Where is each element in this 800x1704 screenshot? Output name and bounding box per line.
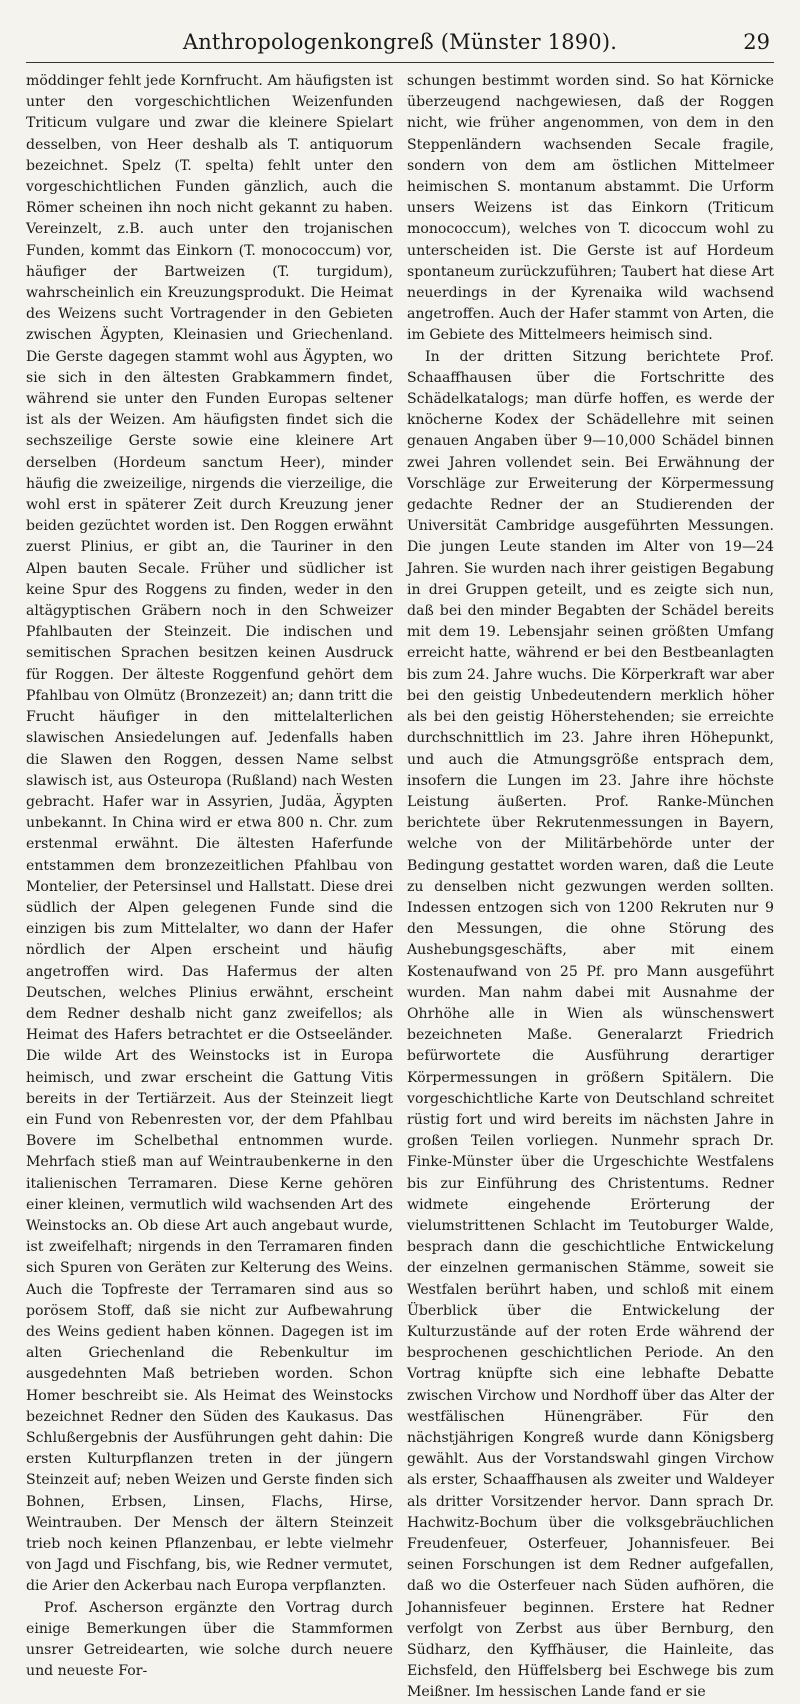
left-paragraph-1: möddinger fehlt jede Kornfrucht. Am häufigsten ist unter den vorgeschichtlichen Weizenfunden Triticum vulgare und zwar die kleinere Spielart desselben, von Heer deshalb als T. antiquorum bezeichnet. Spelz (T. spelta) fehlt unter den vorgeschichtlichen Funden gänzlich, auch die Römer scheinen ihn noch nicht gekannt zu haben. Vereinzelt, z.B. auch unter den trojanischen Funden, kommt das Einkorn (T. monococcum) vor, häufiger der Bartweizen (T. turgidum), wahrscheinlich ein Kreuzungsprodukt. Die Heimat des Weizens sucht Vortragender in den Gebieten zwischen Ägypten, Kleinasien und Griechenland. Die Gerste dagegen stammt wohl aus Ägypten, wo sie sich in den ältesten Grabkammern findet, während sie unter den Funden Europas seltener ist als der Weizen. Am häufigsten findet sich die sechszeilige Gerste sowie eine kleinere Art derselben (Hordeum sanctum Heer), minder häufig die zweizeilige, nirgends die vierzeilige, die wohl erst in späterer Zeit durch Kreuzung jener beiden gezüchtet worden ist. Den Roggen erwähnt zuerst Plinius, er gibt an, die Tauriner in den Alpen bauten Secale. Früher und südlicher ist keine Spur des Roggens zu finden, weder in den altägyptischen Gräbern noch in den Schweizer Pfahlbauten der Steinzeit. Die indischen und semitischen Sprachen besitzen keinen Ausdruck für Roggen. Der älteste Roggenfund gehört dem Pfahlbau von Olmütz (Bronzezeit) an; dann tritt die Frucht häufiger in den mittelalterlichen slawischen Ansiedelungen auf. Jedenfalls haben die Slawen den Roggen, dessen Name selbst slawisch ist, aus Osteuropa (Rußland) nach Westen gebracht. Hafer war in Assyrien, Judäa, Ägypten unbekannt. In China wird er etwa 800 n. Chr. zum erstenmal erwähnt. Die ältesten Haferfunde entstammen dem bronzezeitlichen Pfahlbau von Montelier, der Petersinsel und Hallstatt. Diese drei südlich der Alpen gelegenen Funde sind die einzigen bis zum Mittelalter, wo dann der Hafer nördlich der Alpen erscheint und häufig angetroffen wird. Das Hafermus der alten Deutschen, welches Plinius erwähnt, erscheint dem Redner deshalb nicht ganz zweifellos; als Heimat des Hafers betrachtet er die Ostseeländer. Die wilde Art des Weinstocks ist in Europa heimisch, und zwar erscheint die Gattung Vitis bereits in der Tertiärzeit. Aus der Steinzeit liegt ein Fund von Rebenresten vor, der dem Pfahlbau Bovere im Schelbethal entnommen wurde. Mehrfach stieß man auf Weintraubenkerne in den italienischen Terramaren. Diese Kerne gehören einer kleinen, vermutlich wild wachsenden Art des Weinstocks an. Ob diese Art auch angebaut wurde, ist zweifelhaft; nirgends in den Terramaren finden sich Spuren von Geräten zur Kelterung des Weins. Auch die Topfreste der Terramaren sind aus so porösem Stoff, daß sie nicht zur Aufbewahrung des Weins gedient haben können. Dagegen ist im alten Griechenland die Rebenkultur im ausgedehnten Maß betrieben worden. Schon Homer beschreibt sie. Als Heimat des Weinstocks bezeichnet Redner den Süden des Kaukasus. Das Schlußergebnis der Ausführungen geht dahin: Die ersten Kulturpflanzen treten in der jüngern Steinzeit auf; neben Weizen und Gerste finden sich Bohnen, Erbsen, Linsen, Flachs, Hirse, Weintrauben. Der Mensch der ältern Steinzeit trieb noch keinen Pflanzenbau, er lebte vielmehr von Jagd und Fischfang, bis, wie Redner vermutet, die Arier den Ackerbau nach Europa verpflanzten. [26, 73, 393, 1595]
right-column [407, 71, 774, 1704]
left-column [26, 71, 393, 1704]
running-header [26, 22, 774, 63]
right-paragraph-1: schungen bestimmt worden sind. So hat Körnicke überzeugend nachgewiesen, daß der Roggen nicht, wie früher angenommen, von dem in den Steppenländern wachsenden Secale fragile, sondern von dem am östlichen Mittelmeer heimischen S. montanum abstammt. Die Urform unsers Weizens ist das Einkorn (Triticum monococcum), welches von T. dicoccum wohl zu unterscheiden ist. Die Gerste ist auf Hordeum spontaneum zurückzuführen; Taubert hat diese Art neuerdings in der Kyrenaika wild wachsend angetroffen. Auch der Hafer stammt von Arten, die im Gebiete des Mittelmeers heimisch sind. [407, 73, 774, 344]
right-paragraph-2: In der dritten Sitzung berichtete Prof. Schaaffhausen über die Fortschritte des Schädelkatalogs; man dürfe hoffen, es werde der knöcherne Kodex der Schädellehre mit seinen genauen Angaben über 9—10,000 Schädel binnen zwei Jahren vollendet sein. Bei Erwähnung der Vorschläge zur Erweiterung der Körpermessung gedachte Redner der an Studierenden der Universität Cambridge ausgeführten Messungen. Die jungen Leute standen im Alter von 19—24 Jahren. Sie wurden nach ihrer geistigen Begabung in drei Gruppen geteilt, und es zeigte sich nun, daß bei den minder Begabten der Schädel bereits mit dem 19. Lebensjahr seinen größten Umfang erreicht hatte, während er bei den Bestbeanlagten bis zum 24. Jahre wuchs. Die Körperkraft war aber bei den geistig Unbedeutendern merklich höher als bei den geistig Höherstehenden; sie erreichte durchschnittlich im 23. Jahre ihren Höhepunkt, und auch die Atmungsgröße entsprach dem, insofern die Lungen im 23. Jahre ihre höchste Leistung äußerten. Prof. Ranke-München berichtete über Rekrutenmessungen in Bayern, welche von der Militärbehörde unter der Bedingung gestattet worden waren, daß die Leute zu denselben nicht gezwungen werden sollten. Indessen entzogen sich von 1200 Rekruten nur 9 den Messungen, die ohne Störung des Aushebungsgeschäfts, aber mit einem Kostenaufwand von 25 Pf. pro Mann ausgeführt wurden. Man nahm dabei mit Ausnahme der Ohrhöhe alle in Wien als wünschenswert bezeichneten Maße. Generalarzt Friedrich befürwortete die Ausführung derartiger Körpermessungen in größern Spitälern. Die vorgeschichtliche Karte von Deutschland schreitet rüstig fort und wird bereits im nächsten Jahre in großen Teilen vorliegen. Nunmehr sprach Dr. Finke-Münster über die Urgeschichte Westfalens bis zur Einführung des Christentums. Redner widmete eingehende Erörterung der vielumstrittenen Schlacht im Teutoburger Walde, besprach dann die geschichtliche Entwickelung der einzelnen germanischen Stämme, soweit sie Westfalen berührt haben, und schloß mit einem Überblick über die Entwickelung der Kulturzustände auf der roten Erde während der besprochenen geschichtlichen Periode. An den Vortrag knüpfte sich eine lebhafte Debatte zwischen Virchow und Nordhoff über das Alter der westfälischen Hünengräber. Für den nächstjährigen Kongreß wurde dann Königsberg gewählt. Aus der Vorstandswahl gingen Virchow als erster, Schaaffhausen als zweiter und Waldeyer als dritter Vorsitzender hervor. Dann sprach Dr. Hachwitz-Bochum über die volksgebräuchlichen Freudenfeuer, Osterfeuer, Johannisfeuer. Bei seinen Forschungen ist dem Redner aufgefallen, daß wo die Osterfeuer nach Süden aufhören, die Johannisfeuer beginnen. Erstere hat Redner verfolgt von Zerbst aus über Bernburg, den Südharz, den Kyffhäuser, die Hainleite, das Eichsfeld, den Hüffelsberg bei Eschwege bis zum Meißner. Im hessischen Lande fand er sie [407, 348, 774, 1701]
page-number: 29 [743, 30, 770, 54]
left-paragraph-2: Prof. Ascherson ergänzte den Vortrag durch einige Bemerkungen über die Stammformen unsrer Getreidearten, wie solche durch neuere und neueste For- [26, 1599, 393, 1680]
text-columns [26, 71, 774, 1704]
running-title: Anthropologenkongreß (Münster 1890). [182, 30, 618, 54]
